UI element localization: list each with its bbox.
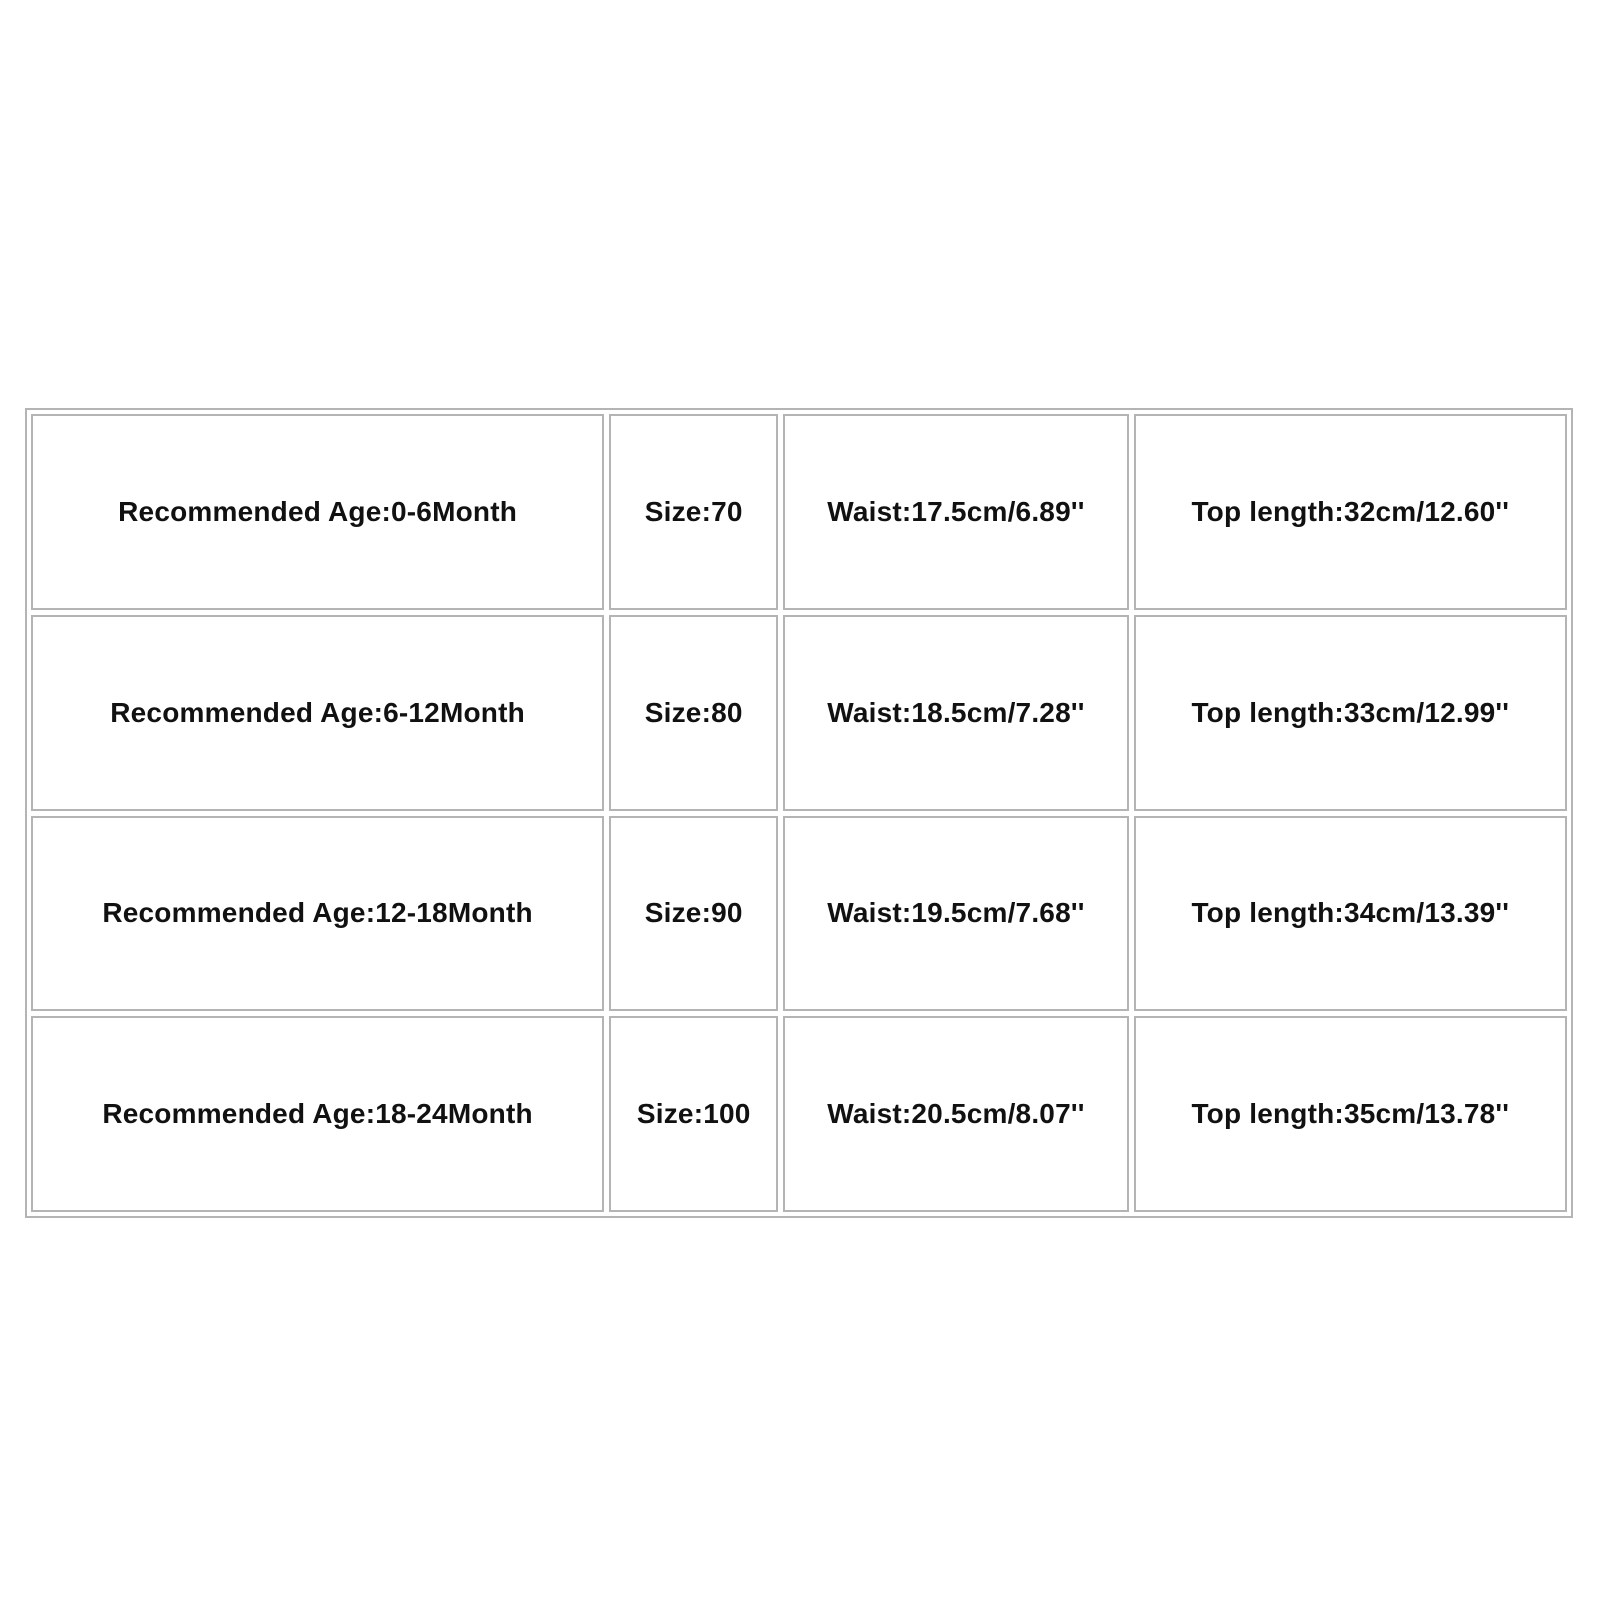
size-chart xyxy=(25,408,1573,1218)
top-length-cell: Top length:32cm/12.60'' xyxy=(1134,414,1567,610)
age-cell: Recommended Age:18-24Month xyxy=(31,1016,604,1212)
age-cell: Recommended Age:12-18Month xyxy=(31,816,604,1012)
size-cell: Size:70 xyxy=(609,414,778,610)
size-table xyxy=(26,409,1572,1217)
top-length-cell: Top length:34cm/13.39'' xyxy=(1134,816,1567,1012)
table-row xyxy=(31,816,1567,1012)
top-length-cell: Top length:33cm/12.99'' xyxy=(1134,615,1567,811)
waist-cell: Waist:18.5cm/7.28'' xyxy=(783,615,1128,811)
size-cell: Size:80 xyxy=(609,615,778,811)
table-row xyxy=(31,1016,1567,1212)
table-row xyxy=(31,615,1567,811)
size-cell: Size:90 xyxy=(609,816,778,1012)
age-cell: Recommended Age:0-6Month xyxy=(31,414,604,610)
top-length-cell: Top length:35cm/13.78'' xyxy=(1134,1016,1567,1212)
waist-cell: Waist:19.5cm/7.68'' xyxy=(783,816,1128,1012)
waist-cell: Waist:20.5cm/8.07'' xyxy=(783,1016,1128,1212)
table-row xyxy=(31,414,1567,610)
waist-cell: Waist:17.5cm/6.89'' xyxy=(783,414,1128,610)
age-cell: Recommended Age:6-12Month xyxy=(31,615,604,811)
size-cell: Size:100 xyxy=(609,1016,778,1212)
